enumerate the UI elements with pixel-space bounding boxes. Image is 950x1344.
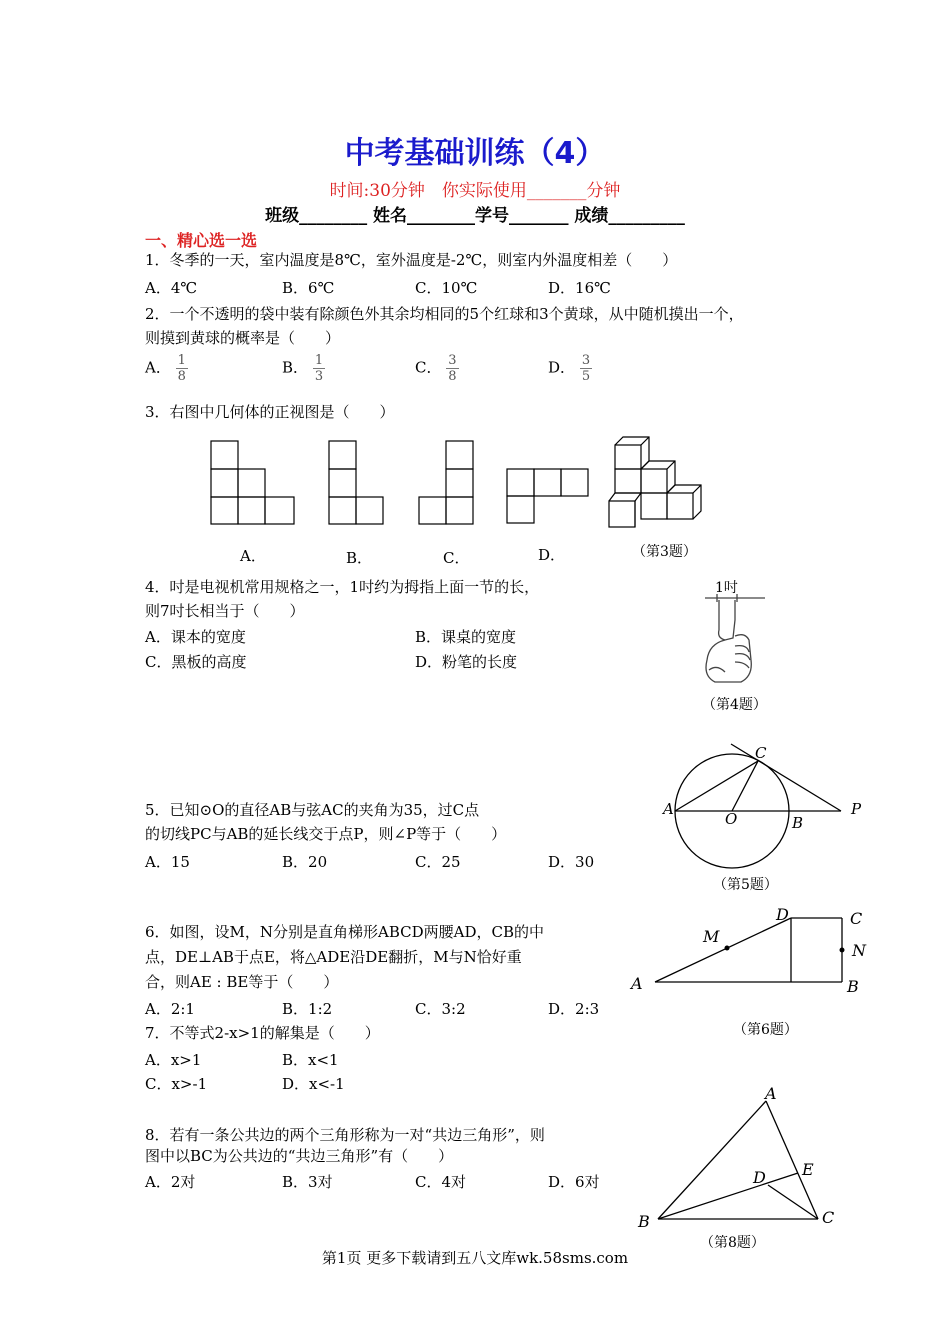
q5-point-b: B (792, 814, 804, 832)
q5-option-d: D．30 (548, 853, 595, 871)
q6-trapezoid-figure (628, 900, 873, 1000)
q5-point-c: C (755, 744, 767, 762)
q6-point-n: N (852, 941, 866, 960)
q6-point-c: C (850, 909, 863, 928)
q8-option-a: A．2对 (145, 1173, 196, 1191)
q7-option-c: C．x>-1 (145, 1075, 208, 1093)
q1-option-c: C．10℃ (415, 279, 478, 297)
q8-option-b: B．3对 (282, 1173, 333, 1191)
q8-point-e: E (802, 1160, 814, 1179)
fraction-denominator: 5 (581, 369, 591, 384)
q7-option-a: A．x>1 (145, 1051, 202, 1069)
fraction-numerator: 3 (448, 353, 457, 368)
q8-option-c: C．4对 (415, 1173, 467, 1191)
q1-option-d: D．16℃ (548, 279, 611, 297)
q6-line1: 6．如图，设M，N分别是直角梯形ABCD两腰AD，CB的中 (145, 923, 545, 941)
q7-option-d: D．x<-1 (282, 1075, 345, 1093)
q5-caption: （第5题） (713, 877, 778, 893)
q5-point-p: P (851, 800, 862, 818)
q3-label-c: C． (443, 549, 470, 567)
q3-view-c (419, 441, 473, 524)
q5-circle-figure (655, 738, 875, 873)
fraction-denominator: 8 (177, 369, 186, 384)
q2-line1: 2．一个不透明的袋中装有除颜色外其余均相同的5个红球和3个黄球，从中随机摸出一个， (145, 305, 744, 323)
q4-option-c: C．黑板的高度 (145, 653, 247, 671)
page-title: 中考基础训练（4） (344, 136, 606, 171)
fraction-denominator: 8 (448, 369, 457, 384)
q5-line1: 5．已知⊙O的直径AB与弦AC的夹角为35，过C点 (145, 801, 480, 819)
fraction-numerator: 1 (314, 353, 324, 368)
q6-option-b: B．1:2 (282, 1000, 333, 1018)
q8-triangle-figure (632, 1084, 835, 1235)
q8-caption: （第8题） (700, 1235, 765, 1251)
q5-line2: 的切线PC与AB的延长线交于点P，则∠P等于（ ） (145, 825, 507, 843)
q8-point-d: D (753, 1168, 766, 1187)
q3-solid (609, 437, 701, 527)
q6-line3: 合，则AE : BE等于（ ） (145, 973, 339, 991)
q6-option-d: D．2:3 (548, 1000, 600, 1018)
q2-line2: 则摸到黄球的概率是（ ） (145, 329, 341, 347)
q1-option-a: A．4℃ (145, 279, 198, 297)
q2-option-b-label: B． (282, 358, 309, 377)
q8-point-c: C (822, 1208, 835, 1227)
fraction-denominator: 3 (314, 369, 324, 384)
q8-option-d: D．6对 (548, 1173, 600, 1191)
q5-point-a: A (663, 800, 674, 818)
q8-point-b: B (638, 1212, 650, 1231)
q3-caption: （第3题） (632, 544, 697, 560)
q6-caption: （第6题） (733, 1022, 798, 1038)
q1-option-b: B．6℃ (282, 279, 335, 297)
student-info-line: 班级________ 姓名________学号_______ 成绩_________ (265, 206, 685, 226)
q6-point-b: B (847, 977, 859, 996)
q2-option-b (282, 353, 325, 384)
q2-option-c (415, 353, 459, 384)
q5-option-c: C．25 (415, 853, 461, 871)
q1-text: 1．冬季的一天，室内温度是8℃，室外温度是-2℃，则室内外温度相差（ ） (145, 251, 678, 269)
q8-line2: 图中以BC为公共边的“共边三角形”有（ ） (145, 1147, 454, 1165)
q5-option-a: A．15 (145, 853, 190, 871)
q2-option-a (145, 353, 188, 384)
q7-option-b: B．x<1 (282, 1051, 339, 1069)
q4-line2: 则7吋长相当于（ ） (145, 602, 305, 620)
q3-text: 3．右图中几何体的正视图是（ ） (145, 403, 395, 421)
q4-caption: （第4题） (702, 697, 767, 713)
q8-point-a: A (765, 1084, 777, 1103)
page-footer: 第1页 更多下载请到五八文库wk.58sms.com (321, 1249, 629, 1267)
fraction-numerator: 3 (581, 353, 591, 368)
fraction-numerator: 1 (177, 353, 186, 368)
q3-label-b: B． (346, 549, 373, 567)
q4-line1: 4．吋是电视机常用规格之一，1吋约为拇指上面一节的长， (145, 578, 540, 596)
q2-option-d-label: D． (548, 358, 576, 377)
q2-option-a-label: A． (145, 358, 171, 377)
q4-figure-label: 1吋 (715, 580, 738, 596)
q6-point-d: D (776, 905, 789, 924)
q5-option-b: B．20 (282, 853, 328, 871)
q6-option-a: A．2:1 (145, 1000, 195, 1018)
time-line: 时间:30分钟 你实际使用_______分钟 (329, 181, 621, 201)
q3-view-d (507, 469, 588, 523)
section-heading: 一、精心选一选 (145, 231, 258, 250)
q2-option-a-fraction (176, 353, 188, 384)
q3-label-d: D． (538, 546, 566, 564)
q3-view-a (211, 441, 294, 524)
q2-option-b-fraction (313, 353, 325, 384)
q5-point-o: O (725, 810, 738, 828)
q2-option-c-fraction (446, 353, 458, 384)
q4-option-b: B．课桌的宽度 (415, 628, 517, 646)
q4-option-a: A．课本的宽度 (145, 628, 246, 646)
q6-option-c: C．3:2 (415, 1000, 466, 1018)
q6-point-m: M (703, 927, 720, 946)
q2-option-c-label: C． (415, 358, 442, 377)
q4-option-d: D．粉笔的长度 (415, 653, 518, 671)
q7-text: 7．不等式2-x>1的解集是（ ） (145, 1024, 380, 1042)
q2-option-d-fraction (580, 353, 592, 384)
q6-line2: 点，DE⊥AB于点E，将△ADE沿DE翻折，M与N恰好重 (145, 948, 522, 966)
thumb-illustration (695, 590, 775, 690)
q3-view-b (329, 441, 383, 524)
q3-label-a: A． (240, 547, 266, 565)
q6-point-a: A (631, 974, 643, 993)
q2-option-d (548, 353, 592, 384)
q8-line1: 8．若有一条公共边的两个三角形称为一对“共边三角形”，则 (145, 1126, 545, 1144)
